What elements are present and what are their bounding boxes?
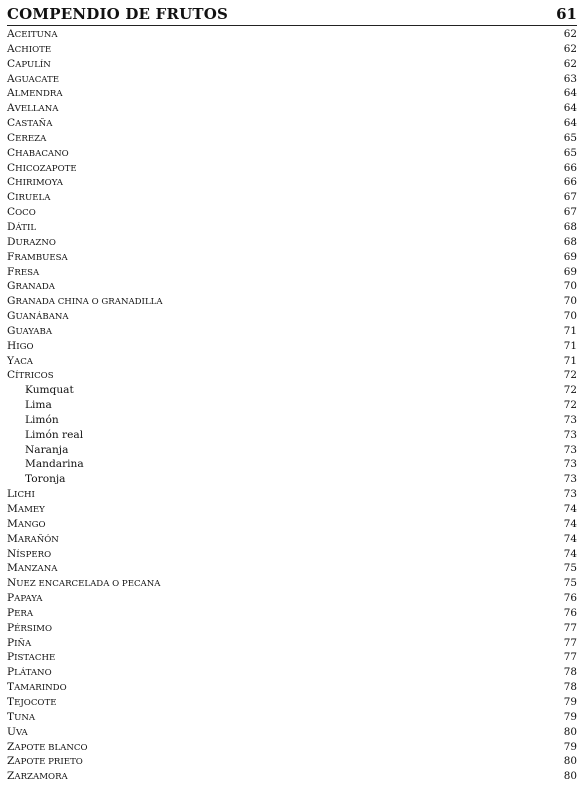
entry-label: DURAZNO: [7, 235, 56, 248]
index-entry: [7, 279, 577, 294]
entry-page-number: 65: [563, 146, 577, 159]
entry-page-number: 72: [563, 399, 577, 412]
entry-label: CÍTRICOS: [7, 369, 54, 382]
entry-page-number: 69: [563, 265, 577, 278]
entry-page-number: 67: [563, 206, 577, 219]
index-entry: [7, 561, 577, 576]
entry-page-number: 77: [563, 621, 577, 634]
index-entry: [7, 131, 577, 146]
fruit-index-list: [7, 27, 577, 784]
index-entry: [7, 146, 577, 161]
entry-label: PAPAYA: [7, 592, 43, 605]
entry-page-number: 74: [563, 503, 577, 515]
index-entry: [7, 205, 577, 220]
index-entry: [7, 754, 577, 769]
entry-label: Lima: [25, 399, 52, 412]
entry-page-number: 79: [563, 695, 577, 708]
entry-label: MANGO: [7, 517, 46, 530]
index-subentry: [7, 383, 577, 398]
entry-page-number: 63: [563, 72, 577, 85]
entry-label: Limón real: [25, 428, 84, 441]
index-entry: [7, 502, 577, 517]
entry-page-number: 68: [563, 220, 577, 233]
page-title: COMPENDIO DE FRUTOS: [7, 5, 229, 23]
index-entry: [7, 665, 577, 680]
index-entry: [7, 710, 577, 725]
index-entry: [7, 606, 577, 621]
index-entry: [7, 621, 577, 636]
entry-label: ZAPOTE BLANCO: [7, 740, 88, 753]
index-subentry: [7, 428, 577, 443]
entry-page-number: 71: [563, 354, 577, 367]
entry-page-number: 76: [563, 606, 577, 619]
entry-label: PERA: [7, 606, 34, 619]
index-entry: [7, 695, 577, 710]
entry-label: AGUACATE: [7, 72, 60, 85]
entry-label: ZAPOTE PRIETO: [7, 755, 83, 768]
entry-page-number: 76: [563, 592, 577, 605]
entry-label: YACA: [7, 354, 33, 367]
entry-label: AVELLANA: [7, 102, 59, 115]
index-entry: [7, 368, 577, 383]
entry-label: Toronja: [25, 473, 66, 486]
entry-label: MARAÑÓN: [7, 532, 59, 545]
entry-page-number: 68: [563, 235, 577, 248]
entry-label: Mandarina: [25, 458, 84, 471]
index-entry: [7, 250, 577, 265]
entry-label: GRANADA CHINA O GRANADILLA: [7, 295, 163, 308]
entry-page-number: 78: [563, 681, 577, 694]
index-entry: [7, 309, 577, 324]
entry-label: CEREZA: [7, 131, 47, 144]
entry-label: PLÁTANO: [7, 666, 52, 679]
entry-page-number: 70: [563, 280, 577, 293]
entry-page-number: 62: [563, 28, 577, 40]
page-header: [7, 5, 577, 26]
index-entry: [7, 339, 577, 354]
entry-label: Limón: [25, 413, 59, 426]
entry-label: ALMENDRA: [7, 87, 63, 100]
entry-page-number: 74: [563, 547, 577, 560]
index-entry: [7, 220, 577, 235]
entry-page-number: 73: [563, 458, 577, 471]
entry-page-number: 77: [563, 636, 577, 649]
index-entry: [7, 547, 577, 562]
entry-label: ZARZAMORA: [7, 770, 68, 783]
entry-label: FRESA: [7, 265, 40, 278]
entry-page-number: 64: [563, 117, 577, 130]
entry-label: GRANADA: [7, 280, 55, 293]
entry-label: MANZANA: [7, 562, 58, 575]
entry-label: PIÑA: [7, 636, 32, 649]
entry-label: FRAMBUESA: [7, 250, 68, 263]
entry-label: GUAYABA: [7, 324, 53, 337]
entry-page-number: 80: [563, 725, 577, 738]
index-entry: [7, 57, 577, 72]
entry-page-number: 75: [563, 577, 577, 590]
entry-page-number: 62: [563, 57, 577, 70]
entry-label: HIGO: [7, 339, 34, 352]
entry-label: DÁTIL: [7, 220, 37, 233]
entry-label: ACEITUNA: [7, 28, 58, 40]
index-entry: [7, 72, 577, 87]
entry-page-number: 79: [563, 740, 577, 753]
entry-label: TAMARINDO: [7, 681, 67, 694]
index-entry: [7, 161, 577, 176]
index-entry: [7, 354, 577, 369]
entry-page-number: 80: [563, 770, 577, 783]
entry-label: MAMEY: [7, 503, 45, 515]
entry-page-number: 72: [563, 369, 577, 382]
index-entry: [7, 86, 577, 101]
index-entry: [7, 235, 577, 250]
entry-label: NUEZ ENCARCELADA O PECANA: [7, 577, 161, 590]
entry-page-number: 65: [563, 131, 577, 144]
entry-label: GUANÁBANA: [7, 310, 69, 323]
entry-page-number: 71: [563, 339, 577, 352]
entry-page-number: 78: [563, 666, 577, 679]
index-entry: [7, 769, 577, 784]
entry-page-number: 72: [563, 384, 577, 397]
entry-page-number: 74: [563, 532, 577, 545]
entry-page-number: 67: [563, 191, 577, 204]
entry-label: CHICOZAPOTE: [7, 161, 77, 174]
entry-label: COCO: [7, 206, 36, 219]
entry-page-number: 66: [563, 161, 577, 174]
entry-label: TUNA: [7, 710, 36, 723]
entry-page-number: 62: [563, 42, 577, 55]
index-entry: [7, 725, 577, 740]
entry-page-number: 64: [563, 87, 577, 100]
entry-label: PÉRSIMO: [7, 621, 53, 634]
entry-label: LICHI: [7, 488, 35, 501]
entry-label: CHIRIMOYA: [7, 176, 63, 189]
entry-page-number: 71: [563, 324, 577, 337]
entry-page-number: 64: [563, 102, 577, 115]
entry-page-number: 80: [563, 755, 577, 768]
entry-page-number: 73: [563, 443, 577, 456]
entry-label: TEJOCOTE: [7, 695, 57, 708]
entry-page-number: 77: [563, 651, 577, 664]
index-subentry: [7, 398, 577, 413]
entry-label: CIRUELA: [7, 191, 51, 204]
entry-label: PISTACHE: [7, 651, 56, 664]
entry-page-number: 73: [563, 473, 577, 486]
entry-page-number: 73: [563, 413, 577, 426]
index-entry: [7, 101, 577, 116]
index-entry: [7, 576, 577, 591]
index-subentry: [7, 457, 577, 472]
index-entry: [7, 680, 577, 695]
index-entry: [7, 42, 577, 57]
entry-label: CAPULÍN: [7, 57, 51, 70]
index-subentry: [7, 443, 577, 458]
index-entry: [7, 591, 577, 606]
entry-page-number: 70: [563, 295, 577, 308]
index-entry: [7, 175, 577, 190]
entry-page-number: 79: [563, 710, 577, 723]
entry-label: CHABACANO: [7, 146, 69, 159]
index-entry: [7, 324, 577, 339]
index-entry: [7, 116, 577, 131]
index-entry: [7, 265, 577, 280]
index-entry: [7, 487, 577, 502]
entry-page-number: 70: [563, 310, 577, 323]
index-entry: [7, 740, 577, 755]
entry-page-number: 73: [563, 488, 577, 501]
entry-page-number: 69: [563, 250, 577, 263]
entry-page-number: 74: [563, 517, 577, 530]
entry-label: NÍSPERO: [7, 547, 52, 560]
index-entry: [7, 27, 577, 42]
document-page: [7, 0, 577, 800]
index-entry: [7, 532, 577, 547]
index-entry: [7, 294, 577, 309]
entry-label: ACHIOTE: [7, 42, 52, 55]
index-entry: [7, 636, 577, 651]
entry-label: UVA: [7, 725, 28, 738]
entry-label: CASTAÑA: [7, 117, 53, 130]
entry-page-number: 66: [563, 176, 577, 189]
entry-label: Naranja: [25, 443, 69, 456]
index-entry: [7, 650, 577, 665]
index-subentry: [7, 413, 577, 428]
entry-page-number: 73: [563, 428, 577, 441]
entry-page-number: 75: [563, 562, 577, 575]
index-entry: [7, 517, 577, 532]
entry-label: Kumquat: [25, 384, 74, 397]
index-entry: [7, 190, 577, 205]
index-subentry: [7, 472, 577, 487]
page-number: 61: [556, 5, 577, 23]
